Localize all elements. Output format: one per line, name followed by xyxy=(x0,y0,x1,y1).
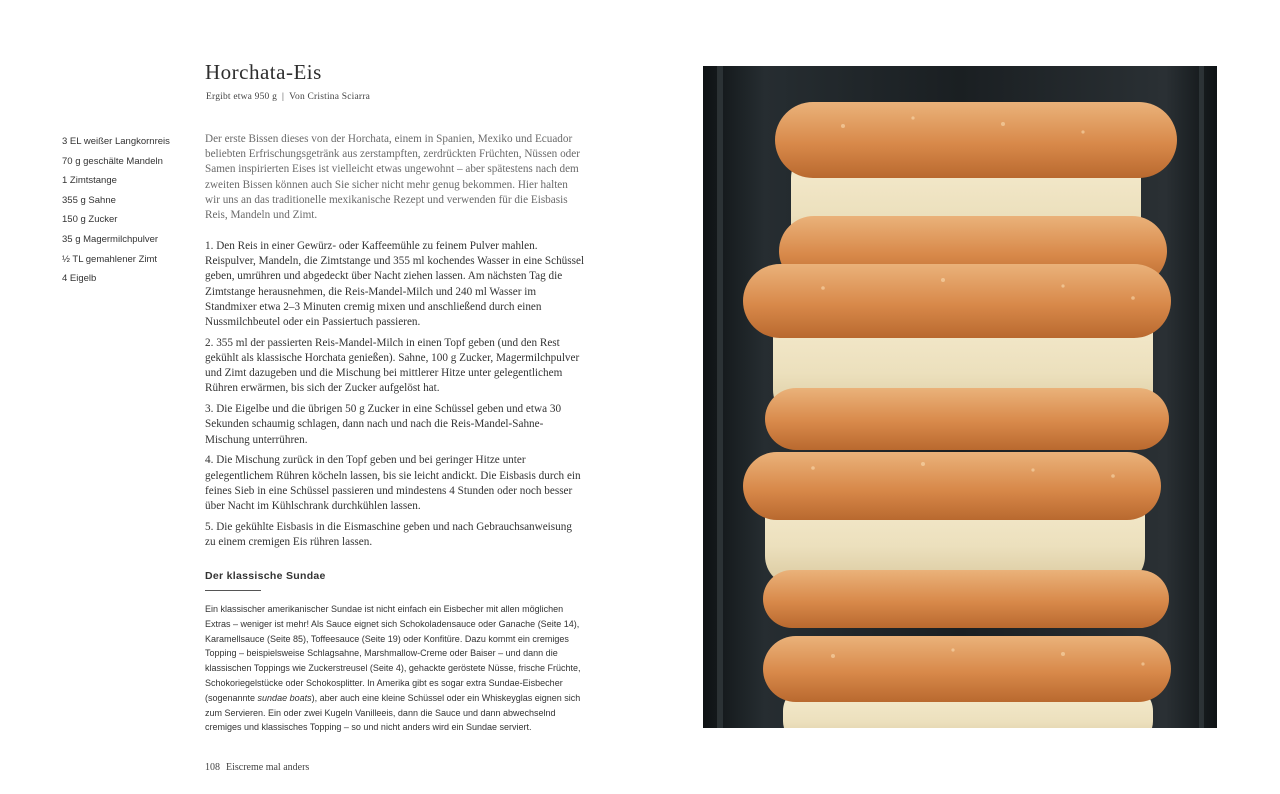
step-list xyxy=(205,239,585,556)
ingredient-list xyxy=(62,135,170,292)
recipe-author: Von Cristina Sciarra xyxy=(289,92,371,102)
recipe-yield: Ergibt etwa 950 g xyxy=(206,92,278,102)
page-footer xyxy=(205,762,309,773)
ingredient-item: 150 g Zucker xyxy=(62,214,118,226)
sundae-text-part: Ein klassischer amerikanischer Sundae ist nicht einfach ein Eisbecher mit allen möglichen Extras – weniger ist mehr! Als Sauce eignet sich Schokoladensauce oder Ganache (Seite 14), Karamellsauce (Seite 85), Toffeesauce (Seite 19) oder Konfitüre. Dazu kommt ein cremiges Topping – beispielsweise Schlagsahne, Marshmallow-Creme oder Baiser – und dann die klassischen Toppings wie Zuckerstreusel (Seite 4), gehackte geröstete Nüsse, frische Früchte, Schokoriegelstücke oder Schokosplitter. In Amerika gibt es sogar extra Sundae-Eisbecher (sogenannte xyxy=(205,604,581,703)
ingredient-item: 1 Zimtstange xyxy=(62,175,117,187)
sundae-text-part: ), aber auch eine kleine Schüssel oder ein Whiskeyglas eignen sich zum Servieren. Ein oder zwei Kugeln Vanilleeis, dann die Sauce und dann abwechselnd cremiges und klassisches Topping – so und nicht anders wird ein Sundae serviert. xyxy=(205,692,581,733)
pan-rim xyxy=(1199,66,1204,728)
step-item: 2. 355 ml der passierten Reis-Mandel-Milch in einen Topf geben (und den Rest gekühlt als klassische Horchata genießen). Sahne, 100 g Zucker, Magermilchpulver und Zimt dazugeben und die Mischung bei mittlerer Hitze unter gelegentlichem Rühren erwärmen, bis sich der Zucker aufgelöst hat. xyxy=(205,336,580,395)
ingredient-item: 3 EL weißer Langkornreis xyxy=(62,136,170,147)
step-item: 3. Die Eigelbe und die übrigen 50 g Zucker in eine Schüssel geben und etwa 30 Sekunden schaumig schlagen, dann nach und nach die Reis-Mandel-Sahne-Mischung unterrühren. xyxy=(205,403,562,446)
ingredient-item: 35 g Magermilchpulver xyxy=(62,233,159,245)
photo-illustration xyxy=(703,66,1217,728)
step-item: 1. Den Reis in einer Gewürz- oder Kaffeemühle zu feinem Pulver mahlen. Reispulver, Mandeln, die Zimtstange und 355 ml kochendes Wasser in eine Schüssel geben, umrühren und abgedeckt über Nacht ziehen lassen. Am nächsten Tag die Zimtstange herausnehmen, die Reis-Mandel-Milch und 240 ml Wasser im Standmixer etwa 2–3 Minuten cremig mixen und anschließend durch einen Nussmilchbeutel oder ein Passiertuch passieren. xyxy=(205,240,585,329)
ice-cream-sandwich-photo xyxy=(703,66,1217,728)
ingredient-item: 70 g geschälte Mandeln xyxy=(62,155,163,167)
recipe-title: Horchata-Eis xyxy=(205,60,322,84)
page-number: 108 xyxy=(205,762,220,773)
sundae-italic-term: sundae boats xyxy=(257,692,312,703)
recipe-meta xyxy=(206,92,370,102)
meta-separator: | xyxy=(282,92,285,102)
ingredient-item: 355 g Sahne xyxy=(62,194,116,206)
sundae-text xyxy=(205,602,587,735)
step-item: 5. Die gekühlte Eisbasis in die Eismaschine geben und nach Gebrauchsanweisung zu einem cremigen Eis rühren lassen. xyxy=(205,520,572,549)
sundae-heading: Der klassische Sundae xyxy=(205,570,326,582)
step-item: 4. Die Mischung zurück in den Topf geben und bei geringer Hitze unter gelegentlichem Rühren köcheln lassen, bis sie leicht andickt. Die Eisbasis durch ein feines Sieb in eine Schüssel passieren und mindestens 4 Stunden oder noch besser über Nacht im Kühlschrank durchkühlen lassen. xyxy=(205,454,581,513)
heading-underline xyxy=(205,590,261,591)
ingredient-item: ½ TL gemahlener Zimt xyxy=(62,253,158,265)
footer-section-title: Eiscreme mal anders xyxy=(226,762,310,773)
pan-rim xyxy=(717,66,723,728)
recipe-intro: Der erste Bissen dieses von der Horchata, einem in Spanien, Mexiko und Ecuador beliebten Erfrischungsgetränk aus zerstampften, zerdrückten Früchten, Nüssen oder Samen inspirierten Eises ist vielleicht etwas ungewohnt – aber spätestens nach dem zweiten Bissen können auch Sie sicher nicht mehr genug bekommen. Hier halten wir uns an das traditionelle mexikanische Rezept und verwenden für die Eisbasis Reis, Mandeln und Zimt. xyxy=(205,133,580,222)
ingredient-item: 4 Eigelb xyxy=(62,273,97,285)
